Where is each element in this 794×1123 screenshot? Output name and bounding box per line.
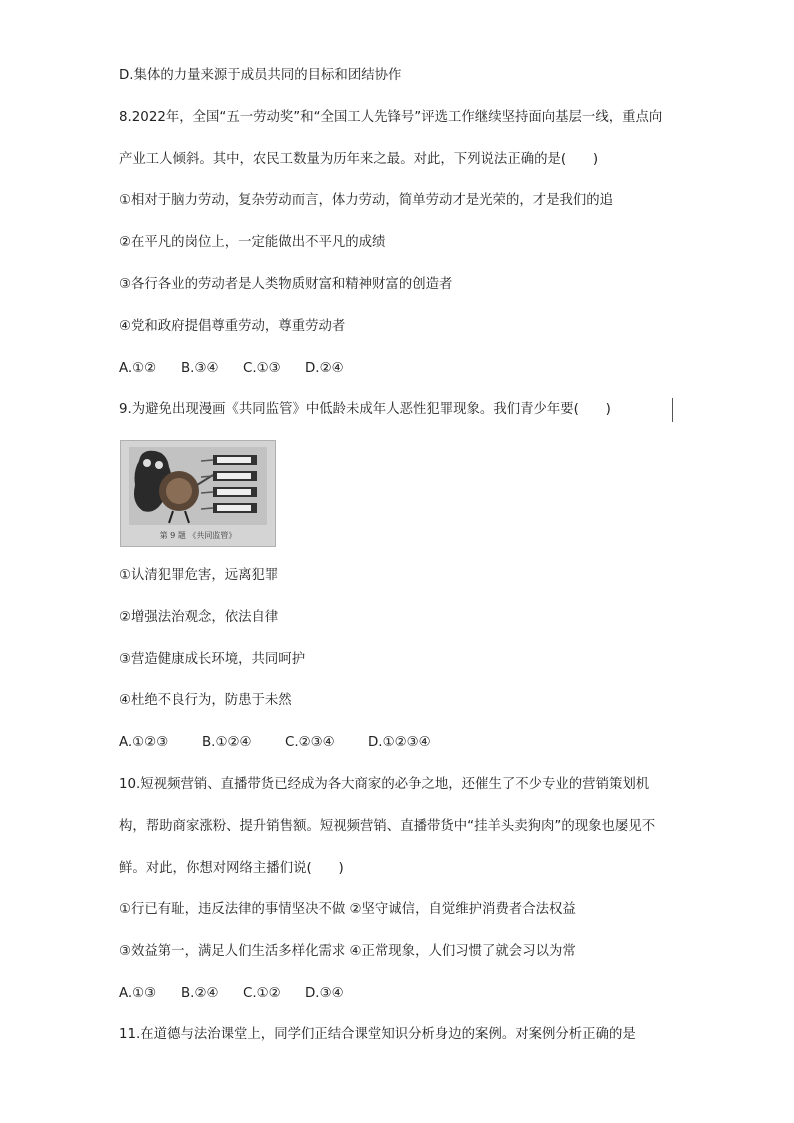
question-8-stem-line-1: 8.2022年，全国“五一劳动奖”和“全国工人先锋号”评选工作继续坚持面向基层一线，重点向 (119, 110, 663, 125)
q10-option-c: C.①② (243, 986, 281, 1001)
question-9-item-3: ③营造健康成长环境，共同呵护 (119, 652, 306, 667)
figure-caption: 第 9 题 《共同监管》 (159, 531, 237, 540)
q8-option-c: C.①③ (243, 361, 281, 376)
question-8-item-1: ①相对于脑力劳动，复杂劳动而言，体力劳动，简单劳动才是光荣的，才是我们的追 (119, 193, 614, 208)
question-10-stem-line-2: 构，帮助商家涨粉、提升销售额。短视频营销、直播带货中“挂羊头卖狗肉”的现象也屡见不 (119, 819, 656, 834)
question-9-item-4: ④杜绝不良行为，防患于未然 (119, 693, 292, 708)
question-9-item-2: ②增强法治观念，依法自律 (119, 610, 279, 625)
text-cursor (672, 398, 673, 422)
question-10-stem-line-3: 鲜。对此，你想对网络主播们说( ) (119, 861, 344, 876)
question-10-stem-line-1: 10.短视频营销、直播带货已经成为各大商家的必争之地，还催生了不少专业的营销策划机 (119, 777, 650, 792)
question-8-stem-line-2: 产业工人倾斜。其中，农民工数量为历年来之最。对此，下列说法正确的是( ) (119, 152, 599, 167)
question-8-item-2: ②在平凡的岗位上，一定能做出不平凡的成绩 (119, 235, 386, 250)
question-10-items-1-2: ①行已有耻，违反法律的事情坚决不做 ②坚守诚信，自觉维护消费者合法权益 (119, 902, 576, 917)
question-8-item-4: ④党和政府提倡尊重劳动，尊重劳动者 (119, 319, 346, 334)
question-11-stem: 11.在道德与法治课堂上，同学们正结合课堂知识分析身边的案例。对案例分析正确的是 (119, 1027, 636, 1042)
question-8-options (119, 360, 344, 378)
question-10-items-3-4: ③效益第一，满足人们生活多样化需求 ④正常现象，人们习惯了就会习以为常 (119, 944, 576, 959)
q8-option-a: A.①② (119, 361, 157, 376)
question-9-stem: 9.为避免出现漫画《共同监管》中低龄未成年人恶性犯罪现象。我们青少年要( ) (119, 402, 611, 417)
q8-option-b: B.③④ (181, 361, 219, 376)
q10-option-b: B.②④ (181, 986, 219, 1001)
q10-option-d: D.③④ (305, 986, 344, 1001)
q10-option-a: A.①③ (119, 986, 157, 1001)
q9-option-a: A.①②③ (119, 735, 169, 750)
q9-option-b: B.①②④ (202, 735, 252, 750)
option-d-line: D.集体的力量来源于成员共同的目标和团结协作 (119, 68, 402, 83)
question-9-item-1: ①认清犯罪危害，远离犯罪 (119, 568, 279, 583)
question-10-options (119, 985, 344, 1003)
q9-option-d: D.①②③④ (368, 735, 431, 750)
cartoon-figure (120, 440, 276, 547)
question-9-options (119, 734, 431, 752)
q8-option-d: D.②④ (305, 361, 344, 376)
question-8-item-3: ③各行各业的劳动者是人类物质财富和精神财富的创造者 (119, 277, 453, 292)
q9-option-c: C.②③④ (285, 735, 335, 750)
